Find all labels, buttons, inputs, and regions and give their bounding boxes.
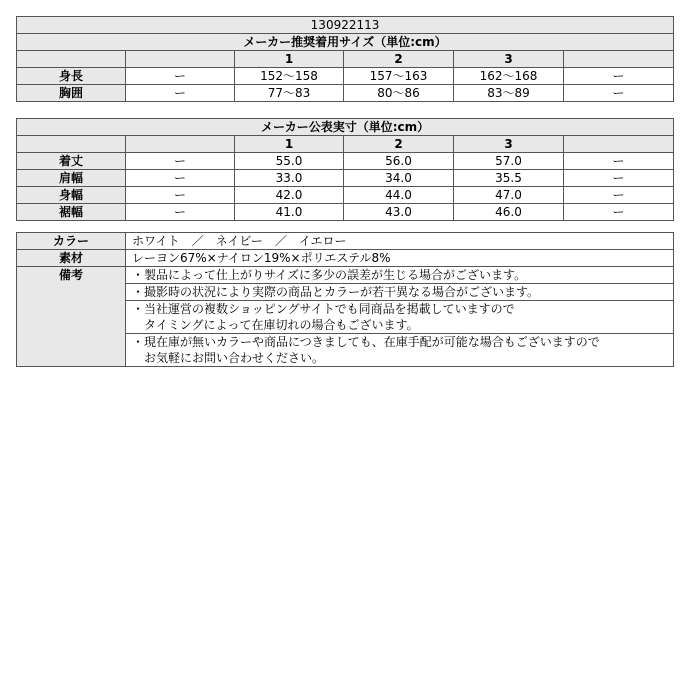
cell: 47.0: [454, 187, 564, 204]
table-row: [17, 153, 674, 170]
color-value: ホワイト ／ ネイビー ／ イエロー: [126, 233, 674, 250]
recommended-size-table: [16, 16, 674, 102]
material-value: レーヨン67%×ナイロン19%×ポリエステル8%: [126, 250, 674, 267]
actual-table-title: メーカー公表実寸（単位:cm）: [17, 119, 674, 136]
cell: ー: [126, 187, 235, 204]
notes-label: 備考: [17, 267, 126, 367]
cell: ー: [564, 153, 674, 170]
material-row: [17, 250, 674, 267]
product-code: 130922113: [17, 17, 674, 34]
cell: 41.0: [235, 204, 344, 221]
cell: 34.0: [344, 170, 454, 187]
cell: 46.0: [454, 204, 564, 221]
cell: 55.0: [235, 153, 344, 170]
size-header: 3: [454, 51, 564, 68]
table-row: [17, 204, 674, 221]
note-line: タイミングによって在庫切れの場合もございます。: [132, 318, 419, 332]
note-line: ・当社運営の複数ショッピングサイトでも同商品を掲載していますので: [132, 302, 515, 316]
cell: 56.0: [344, 153, 454, 170]
size-header: 2: [344, 51, 454, 68]
product-info-table: [16, 232, 674, 367]
row-label: 裾幅: [17, 204, 126, 221]
cell: ー: [564, 204, 674, 221]
header-empty: [17, 51, 126, 68]
size-empty: [126, 51, 235, 68]
cell: 33.0: [235, 170, 344, 187]
cell: 57.0: [454, 153, 564, 170]
table-row: [17, 170, 674, 187]
size-header: 2: [344, 136, 454, 153]
note-line: ・現在庫が無いカラーや商品につきましても、在庫手配が可能な場合もございますので: [132, 335, 600, 349]
note-item: ・製品によって仕上がりサイズに多少の誤差が生じる場合がございます。: [126, 267, 674, 284]
cell: ー: [564, 187, 674, 204]
cell: ー: [126, 204, 235, 221]
header-empty: [17, 136, 126, 153]
row-label: 胸囲: [17, 85, 126, 102]
note-item: [126, 334, 674, 367]
recommended-table-title: メーカー推奨着用サイズ（単位:cm）: [17, 34, 674, 51]
cell: ー: [564, 85, 674, 102]
cell: 77〜83: [235, 85, 344, 102]
note-item: [126, 301, 674, 334]
size-header: 1: [235, 51, 344, 68]
cell: 43.0: [344, 204, 454, 221]
row-label: 身幅: [17, 187, 126, 204]
size-header: 3: [454, 136, 564, 153]
table-row: [17, 187, 674, 204]
material-label: 素材: [17, 250, 126, 267]
table-row: [17, 85, 674, 102]
cell: 35.5: [454, 170, 564, 187]
cell: ー: [126, 85, 235, 102]
size-empty: [564, 51, 674, 68]
row-label: 着丈: [17, 153, 126, 170]
cell: ー: [564, 170, 674, 187]
size-empty: [564, 136, 674, 153]
row-label: 肩幅: [17, 170, 126, 187]
cell: ー: [126, 68, 235, 85]
cell: ー: [564, 68, 674, 85]
size-header: 1: [235, 136, 344, 153]
note-row: [17, 267, 674, 284]
note-item: ・撮影時の状況により実際の商品とカラーが若干異なる場合がございます。: [126, 284, 674, 301]
cell: 80〜86: [344, 85, 454, 102]
actual-size-table: [16, 118, 674, 221]
note-line: お気軽にお問い合わせください。: [132, 351, 325, 365]
row-label: 身長: [17, 68, 126, 85]
color-row: [17, 233, 674, 250]
cell: 152〜158: [235, 68, 344, 85]
cell: 157〜163: [344, 68, 454, 85]
cell: 162〜168: [454, 68, 564, 85]
cell: 42.0: [235, 187, 344, 204]
cell: ー: [126, 153, 235, 170]
color-label: カラー: [17, 233, 126, 250]
table-row: [17, 68, 674, 85]
size-empty: [126, 136, 235, 153]
cell: 83〜89: [454, 85, 564, 102]
cell: 44.0: [344, 187, 454, 204]
cell: ー: [126, 170, 235, 187]
